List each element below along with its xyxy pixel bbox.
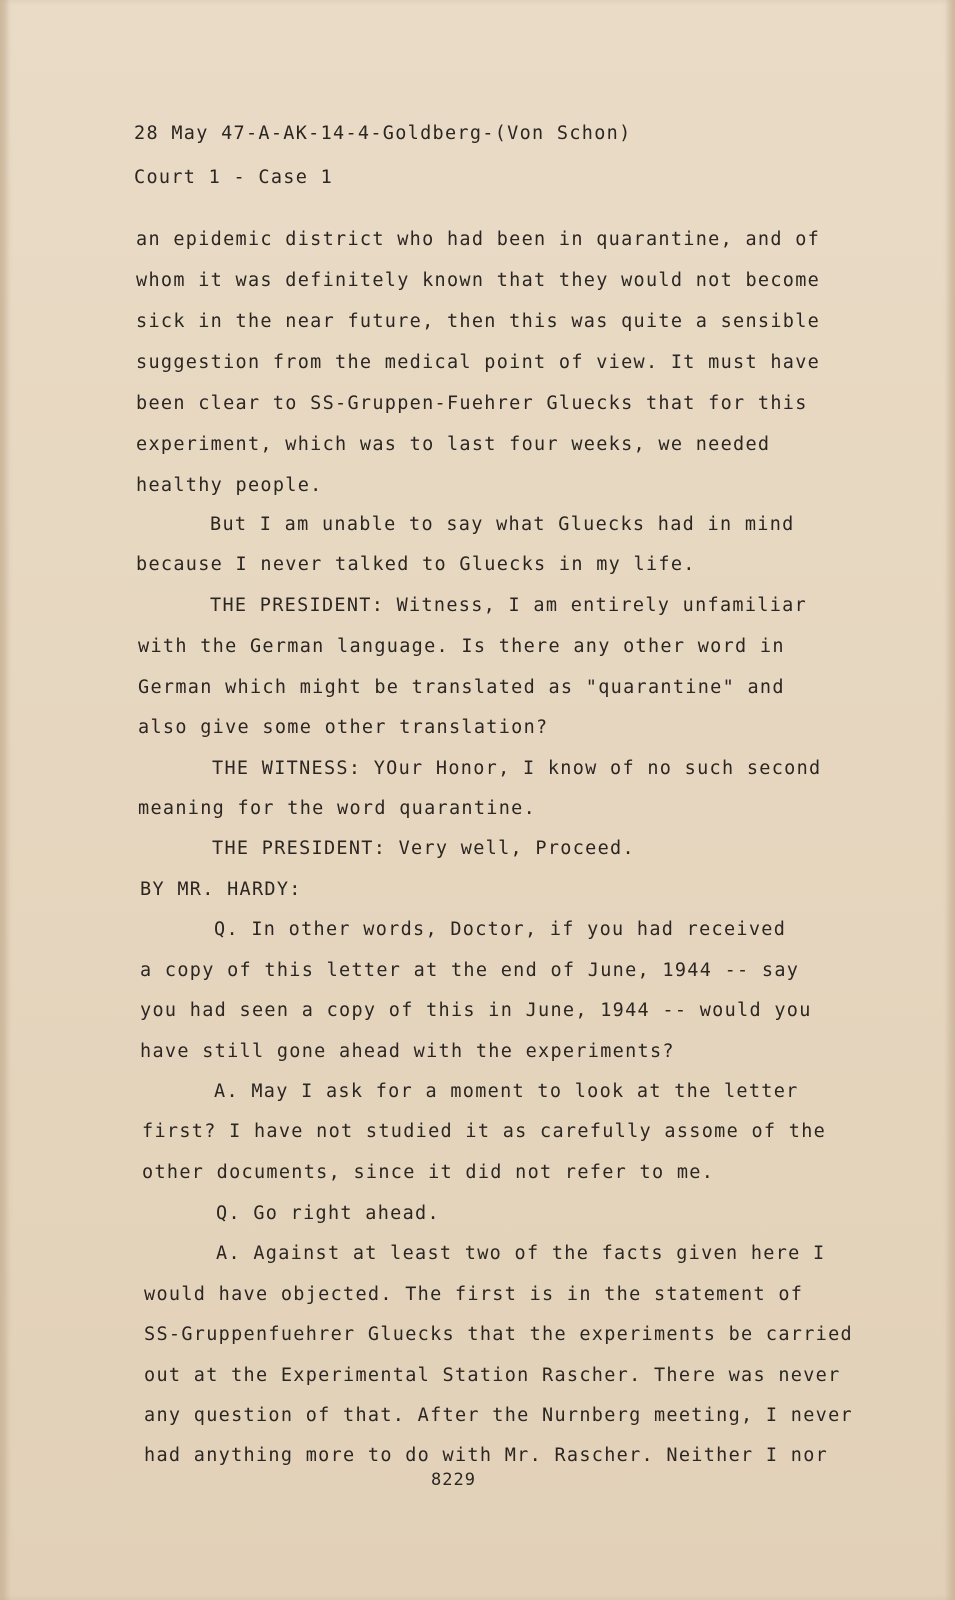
body-line: an epidemic district who had been in quarantine, and of — [136, 229, 821, 250]
body-line: sick in the near future, then this was quite a sensible — [136, 311, 821, 332]
body-line: out at the Experimental Station Rascher. There was never — [144, 1365, 841, 1386]
body-line: have still gone ahead with the experiments? — [140, 1041, 675, 1062]
body-line: THE WITNESS: YOur Honor, I know of no such second — [212, 758, 822, 779]
body-line: THE PRESIDENT: Witness, I am entirely unfamiliar — [210, 595, 808, 616]
header-court-case: Court 1 - Case 1 — [134, 167, 334, 188]
body-line: SS-Gruppenfuehrer Gluecks that the experiments be carried — [144, 1324, 853, 1345]
body-line: been clear to SS-Gruppen-Fuehrer Gluecks that for this — [136, 393, 808, 414]
body-line: A. May I ask for a moment to look at the letter — [214, 1081, 799, 1102]
page-edge-left — [0, 0, 10, 1600]
body-line: But I am unable to say what Gluecks had in mind — [210, 514, 795, 535]
body-line: A. Against at least two of the facts given here I — [216, 1243, 826, 1264]
body-line: any question of that. After the Nurnberg meeting, I never — [144, 1405, 853, 1426]
body-line: healthy people. — [136, 475, 323, 496]
body-line: would have objected. The first is in the statement of — [144, 1284, 804, 1305]
header-case-reference: 28 May 47-A-AK-14-4-Goldberg-(Von Schon) — [134, 123, 632, 144]
body-line: a copy of this letter at the end of June, 1944 -- say — [140, 960, 800, 981]
body-line: you had seen a copy of this in June, 1944 -- would you — [140, 1000, 812, 1021]
body-line: other documents, since it did not refer to me. — [142, 1162, 715, 1183]
page-edge-right — [945, 0, 955, 1600]
body-line: Q. In other words, Doctor, if you had received — [214, 919, 787, 940]
body-line: because I never talked to Gluecks in my life. — [136, 554, 696, 575]
body-line: experiment, which was to last four weeks, we needed — [136, 434, 771, 455]
body-line: German which might be translated as "quarantine" and — [138, 677, 785, 698]
body-line: whom it was definitely known that they would not become — [136, 270, 821, 291]
body-line: meaning for the word quarantine. — [138, 798, 537, 819]
body-line: BY MR. HARDY: — [140, 879, 302, 900]
body-line: first? I have not studied it as carefully assome of the — [142, 1121, 827, 1142]
body-line: THE PRESIDENT: Very well, Proceed. — [212, 838, 635, 859]
body-line: suggestion from the medical point of view. It must have — [136, 352, 821, 373]
body-line: also give some other translation? — [138, 717, 549, 738]
body-line: Q. Go right ahead. — [216, 1203, 440, 1224]
page-number: 8229 — [431, 1470, 476, 1490]
body-line: had anything more to do with Mr. Rascher. Neither I nor — [144, 1445, 829, 1466]
body-line: with the German language. Is there any other word in — [138, 636, 785, 657]
